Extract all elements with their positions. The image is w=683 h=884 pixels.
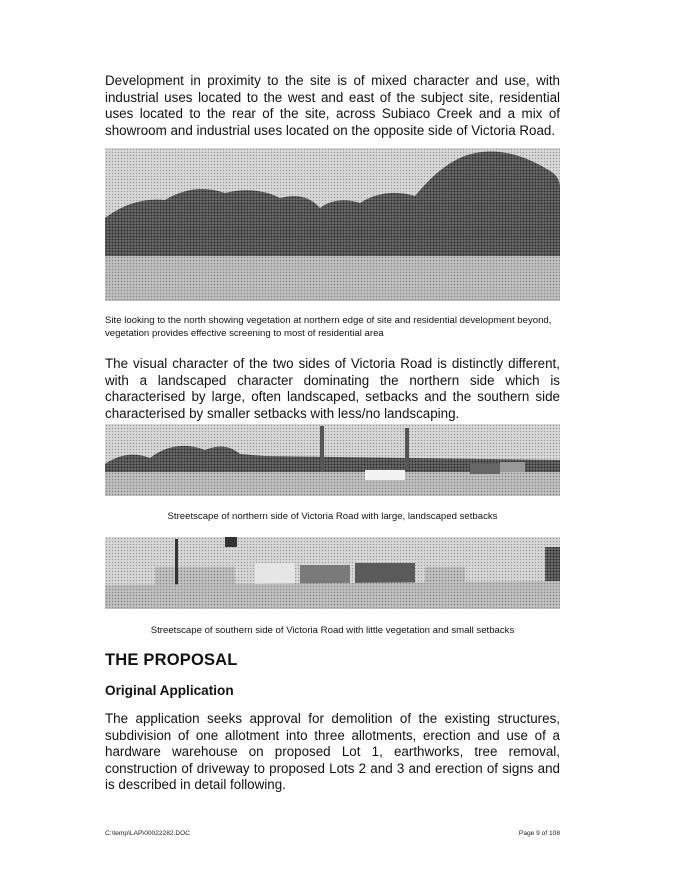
footer-file-path: C:\temp\LAP\00022282.DOC (105, 830, 191, 837)
streetscape-north-photo (105, 424, 560, 496)
photo2-caption: Streetscape of northern side of Victoria Road with large, landscaped setbacks (167, 511, 498, 522)
photo3-caption: Streetscape of southern side of Victoria Road with little vegetation and small setbacks (150, 625, 515, 636)
intro-paragraph: Development in proximity to the site is of mixed character and use, with industrial uses located to the west and east of the subject site, residential uses located to the rear of the site, across Subiaco Creek and a mix of showroom and industrial uses located on the opposite side of Victoria Road. (105, 73, 560, 138)
subsection-heading: Original Application (105, 683, 234, 698)
section-heading: THE PROPOSAL (105, 651, 238, 669)
site-photo-north-vegetation (105, 148, 560, 301)
streetscape-south-photo (105, 537, 560, 609)
photo1-caption: Site looking to the north showing vegetation at northern edge of site and residential development beyond, vegetation provides effective screening to most of residential area (105, 315, 552, 339)
visual-character-paragraph: The visual character of the two sides of Victoria Road is distinctly different, with a landscaped character dominating the northern side which is characterised by large, often landscaped, setbacks and the southern side characterised by smaller setbacks with less/no landscaping. (105, 356, 560, 421)
footer-page-number: Page 9 of 108 (518, 830, 560, 837)
application-paragraph: The application seeks approval for demolition of the existing structures, subdivision of one allotment into three allotments, erection and use of a hardware warehouse on proposed Lot 1, earthworks, tree removal, construction of driveway to proposed Lots 2 and 3 and erection of signs and is described in detail following. (105, 711, 560, 793)
